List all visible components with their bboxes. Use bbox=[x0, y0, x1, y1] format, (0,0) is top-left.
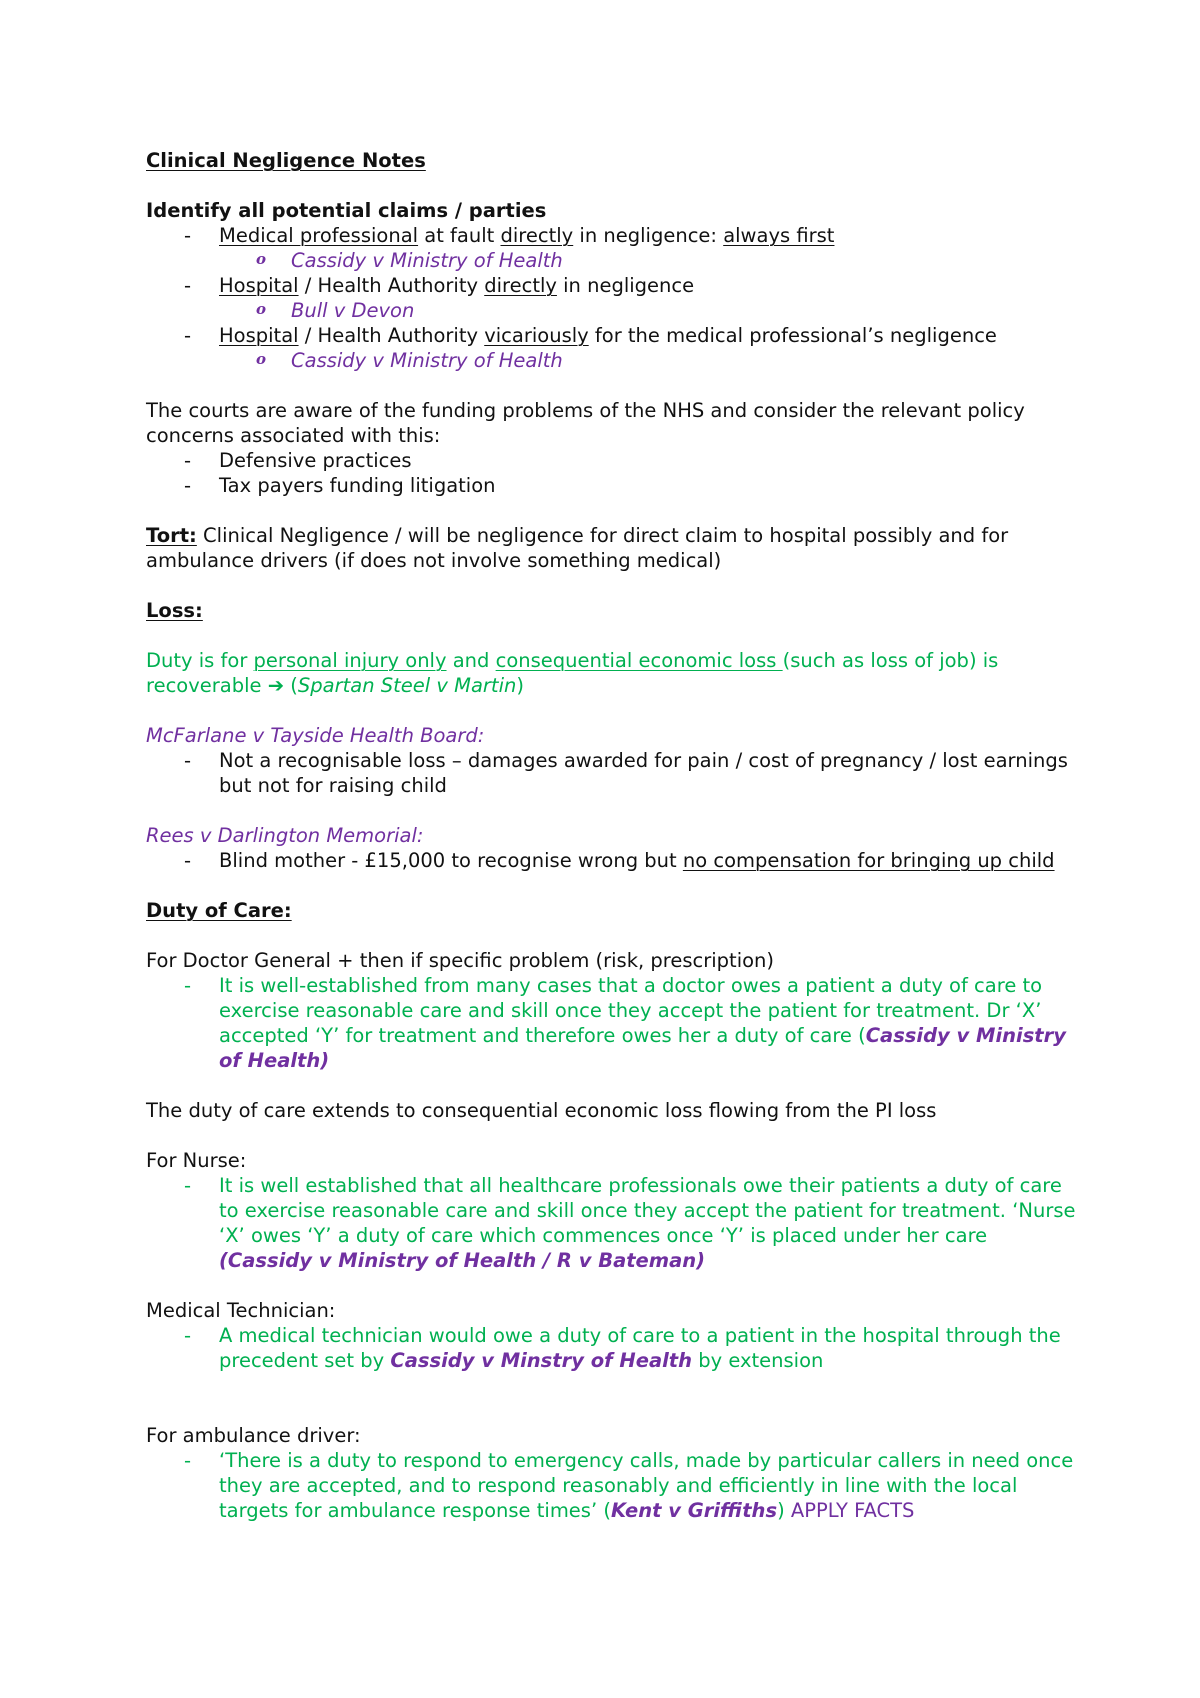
right-arrow-icon: ➔ bbox=[267, 674, 285, 697]
case-citation: Kent v Griffiths bbox=[610, 1499, 778, 1522]
list-item: - ‘There is a duty to respond to emergency calls, made by particular callers in need once they are accepted, and to respond reasonably and efficiently in line with the local targets for ambulance response times’ (Kent v Griffiths) APPLY FACTS bbox=[146, 1448, 1086, 1523]
list-item: - Blind mother - £15,000 to recognise wrong but no compensation for bringing up child bbox=[146, 848, 1086, 873]
case-notes bbox=[146, 848, 1086, 873]
list-item: - Tax payers funding litigation bbox=[146, 473, 1086, 498]
case-citation: o Bull v Devon bbox=[146, 298, 1086, 323]
list-item: - Hospital / Health Authority vicariously for the medical professional’s negligence bbox=[146, 323, 1086, 348]
policy-intro: The courts are aware of the funding problems of the NHS and consider the relevant policy concerns associated with this: bbox=[146, 399, 1025, 447]
tort-paragraph: Tort: Clinical Negligence / will be negligence for direct claim to hospital possibly and for ambulance drivers (if does not involve something medical) bbox=[146, 524, 1009, 572]
apply-facts-note: APPLY FACTS bbox=[784, 1499, 915, 1522]
case-citation: Cassidy v Ministry of Health) bbox=[219, 1024, 1066, 1072]
technician-label: Medical Technician: bbox=[146, 1299, 336, 1322]
tort-label: Tort: bbox=[146, 524, 197, 547]
case-citation: o Cassidy v Ministry of Health bbox=[146, 248, 1086, 273]
case-citation: Cassidy v Minstry of Health bbox=[390, 1349, 692, 1372]
claims-heading: Identify all potential claims / parties bbox=[146, 199, 547, 222]
doctor-label: For Doctor General + then if specific problem (risk, prescription) bbox=[146, 949, 775, 972]
sub-list bbox=[146, 348, 1086, 373]
list-item: - Not a recognisable loss – damages awarded for pain / cost of pregnancy / lost earnings but not for raising child bbox=[146, 748, 1086, 798]
technician-notes bbox=[146, 1323, 1086, 1373]
ambulance-label: For ambulance driver: bbox=[146, 1424, 361, 1447]
claims-list bbox=[146, 323, 1086, 348]
loss-duty-paragraph: Duty is for personal injury only and consequential economic loss (such as loss of job) is recoverable ➔ (Spartan Steel v Martin) bbox=[146, 649, 999, 697]
nurse-notes bbox=[146, 1173, 1086, 1273]
ambulance-notes bbox=[146, 1448, 1086, 1523]
document-page bbox=[146, 148, 1086, 1523]
list-item: - It is well established that all healthcare professionals owe their patients a duty of care to exercise reasonable care and skill once they accept the patient for treatment. ‘Nurse ‘X’ owes ‘Y’ a duty of care which commences once ‘Y’ is placed under her care (Cassidy v Ministry of Health / R v Bateman) bbox=[146, 1173, 1086, 1273]
case-citation: o Cassidy v Ministry of Health bbox=[146, 348, 1086, 373]
case-citation: (Cassidy v Ministry of Health / R v Bateman) bbox=[219, 1249, 706, 1272]
case-heading: Rees v Darlington Memorial: bbox=[146, 824, 424, 847]
policy-list bbox=[146, 448, 1086, 498]
case-citation: Spartan Steel v Martin bbox=[297, 674, 517, 697]
duty-of-care-heading: Duty of Care: bbox=[146, 899, 292, 922]
claims-list bbox=[146, 273, 1086, 298]
doctor-notes bbox=[146, 973, 1086, 1073]
loss-heading: Loss: bbox=[146, 599, 203, 622]
nurse-label: For Nurse: bbox=[146, 1149, 247, 1172]
list-item: - It is well-established from many cases that a doctor owes a patient a duty of care to exercise reasonable care and skill once they accept the patient for treatment. Dr ‘X’ accepted ‘Y’ for treatment and therefore owes her a duty of care (Cassidy v Ministry of Health) bbox=[146, 973, 1086, 1073]
sub-list bbox=[146, 248, 1086, 273]
list-item: - Defensive practices bbox=[146, 448, 1086, 473]
case-heading: McFarlane v Tayside Health Board: bbox=[146, 724, 485, 747]
list-item: - A medical technician would owe a duty of care to a patient in the hospital through the precedent set by Cassidy v Minstry of Health by extension bbox=[146, 1323, 1086, 1373]
claims-list bbox=[146, 223, 1086, 248]
extends-paragraph: The duty of care extends to consequential economic loss flowing from the PI loss bbox=[146, 1099, 937, 1122]
sub-list bbox=[146, 298, 1086, 323]
document-title: Clinical Negligence Notes bbox=[146, 149, 426, 172]
case-notes bbox=[146, 748, 1086, 798]
list-item: - Medical professional at fault directly in negligence: always first bbox=[146, 223, 1086, 248]
list-item: - Hospital / Health Authority directly in negligence bbox=[146, 273, 1086, 298]
